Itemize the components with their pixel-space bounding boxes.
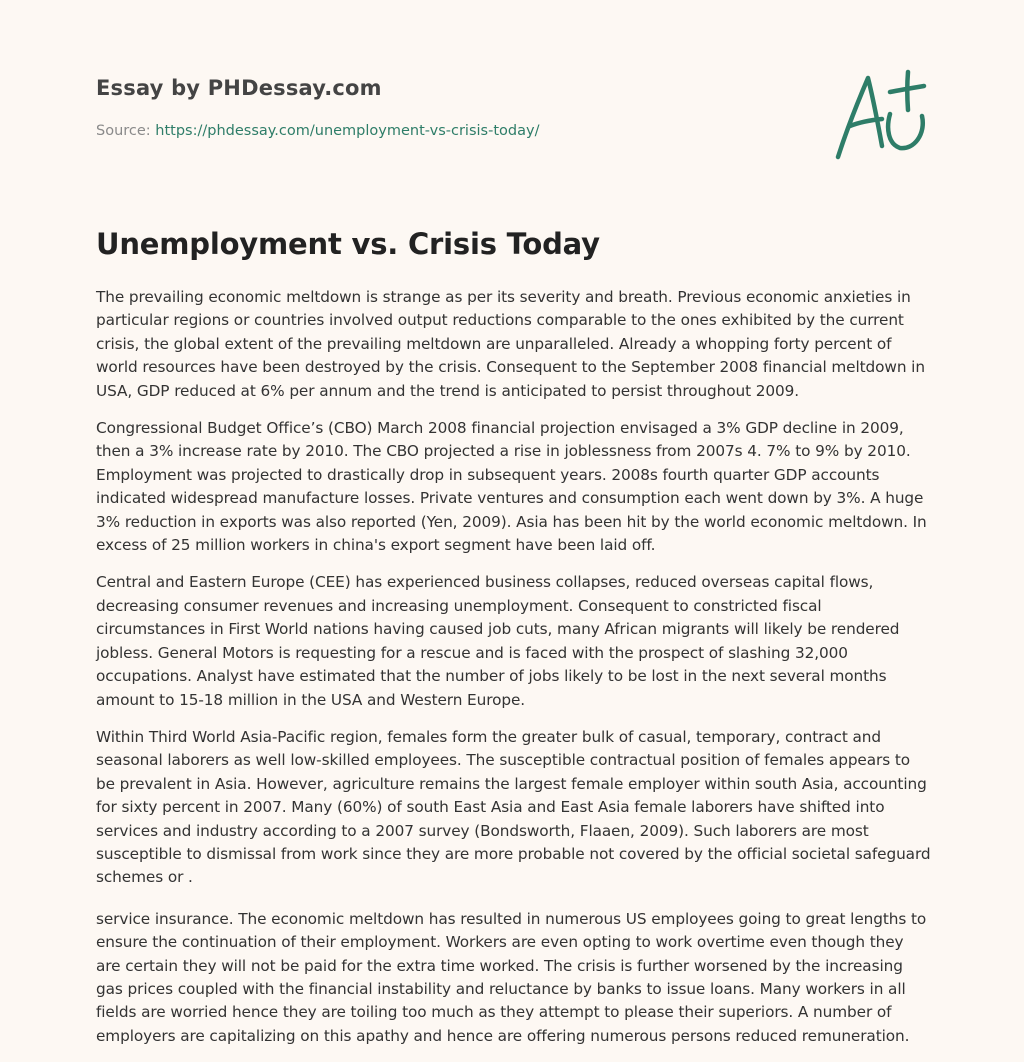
essay-paragraph: Central and Eastern Europe (CEE) has experienced business collapses, reduced overseas capital flows, decreasing consumer revenues and increasing unemployment. Consequent to constricted fiscal circumstances in First World nations having caused job cuts, many African migrants will likely be rendered jobless. General Motors is requesting for a rescue and is faced with the prospect of slashing 32,000 occupations. Analyst have estimated that the number of jobs likely to be lost in the next several months amount to 15-18 million in the USA and Western Europe. <box>96 573 900 709</box>
essay-page <box>96 0 932 1045</box>
essay-paragraph: Congressional Budget Office’s (CBO) March 2008 financial projection envisaged a 3% GDP decline in 2009, then a 3% increase rate by 2010. The CBO projected a rise in joblessness from 2007s 4. 7% to 9% by 2010. Employment was projected to drastically drop in subsequent years. 2008s fourth quarter GDP accounts indicated widespread manufacture losses. Private ventures and consumption each went down by 3%. A huge 3% reduction in exports was also reported (Yen, 2009). Asia has been hit by the world economic meltdown. In excess of 25 million workers in china's export segment have been laid off. <box>96 419 927 555</box>
essay-paragraph: Within Third World Asia-Pacific region, females form the greater bulk of casual, temporary, contract and seasonal laborers as well low-skilled employees. The susceptible contractual position of females appears to be prevalent in Asia. However, agriculture remains the largest female employer within south Asia, accounting for sixty percent in 2007. Many (60%) of south East Asia and East Asia female laborers have shifted into services and industry according to a 2007 survey (Bondsworth, Flaaen, 2009). Such laborers are most susceptible to dismissal from work since they are more probable not covered by the official societal safeguard schemes or . <box>96 727 931 887</box>
essay-paragraph: The prevailing economic meltdown is strange as per its severity and breath. Previous economic anxieties in particular regions or countries involved output reductions comparable to the ones exhibited by the current crisis, the global extent of the prevailing meltdown are unparalleled. Already a whopping forty percent of world resources have been destroyed by the crisis. Consequent to the September 2008 financial meltdown in USA, GDP reduced at 6% per annum and the trend is anticipated to persist throughout 2009. <box>96 288 925 400</box>
source-link[interactable]: https://phdessay.com/unemployment-vs-crisis-today/ <box>155 123 540 139</box>
site-title: Essay by PHDessay.com <box>96 76 382 100</box>
page-header <box>96 0 932 200</box>
source-label: Source: <box>96 123 151 139</box>
essay-body <box>96 286 932 1062</box>
essay-title: Unemployment vs. Crisis Today <box>96 227 600 261</box>
a-plus-logo-icon <box>832 66 932 166</box>
essay-paragraph: service insurance. The economic meltdown has resulted in numerous US employees going to great lengths to ensure the continuation of their employment. Workers are even opting to work overtime even though they are certain they will not be paid for the extra time worked. The crisis is further worsened by the increasing gas prices coupled with the financial instability and reluctance by banks to issue loans. Many workers in all fields are worried hence they are toiling too much as they attempt to please their superiors. A number of employers are capitalizing on this apathy and hence are offering numerous persons reduced remuneration. <box>96 909 927 1045</box>
source-line <box>96 123 539 139</box>
